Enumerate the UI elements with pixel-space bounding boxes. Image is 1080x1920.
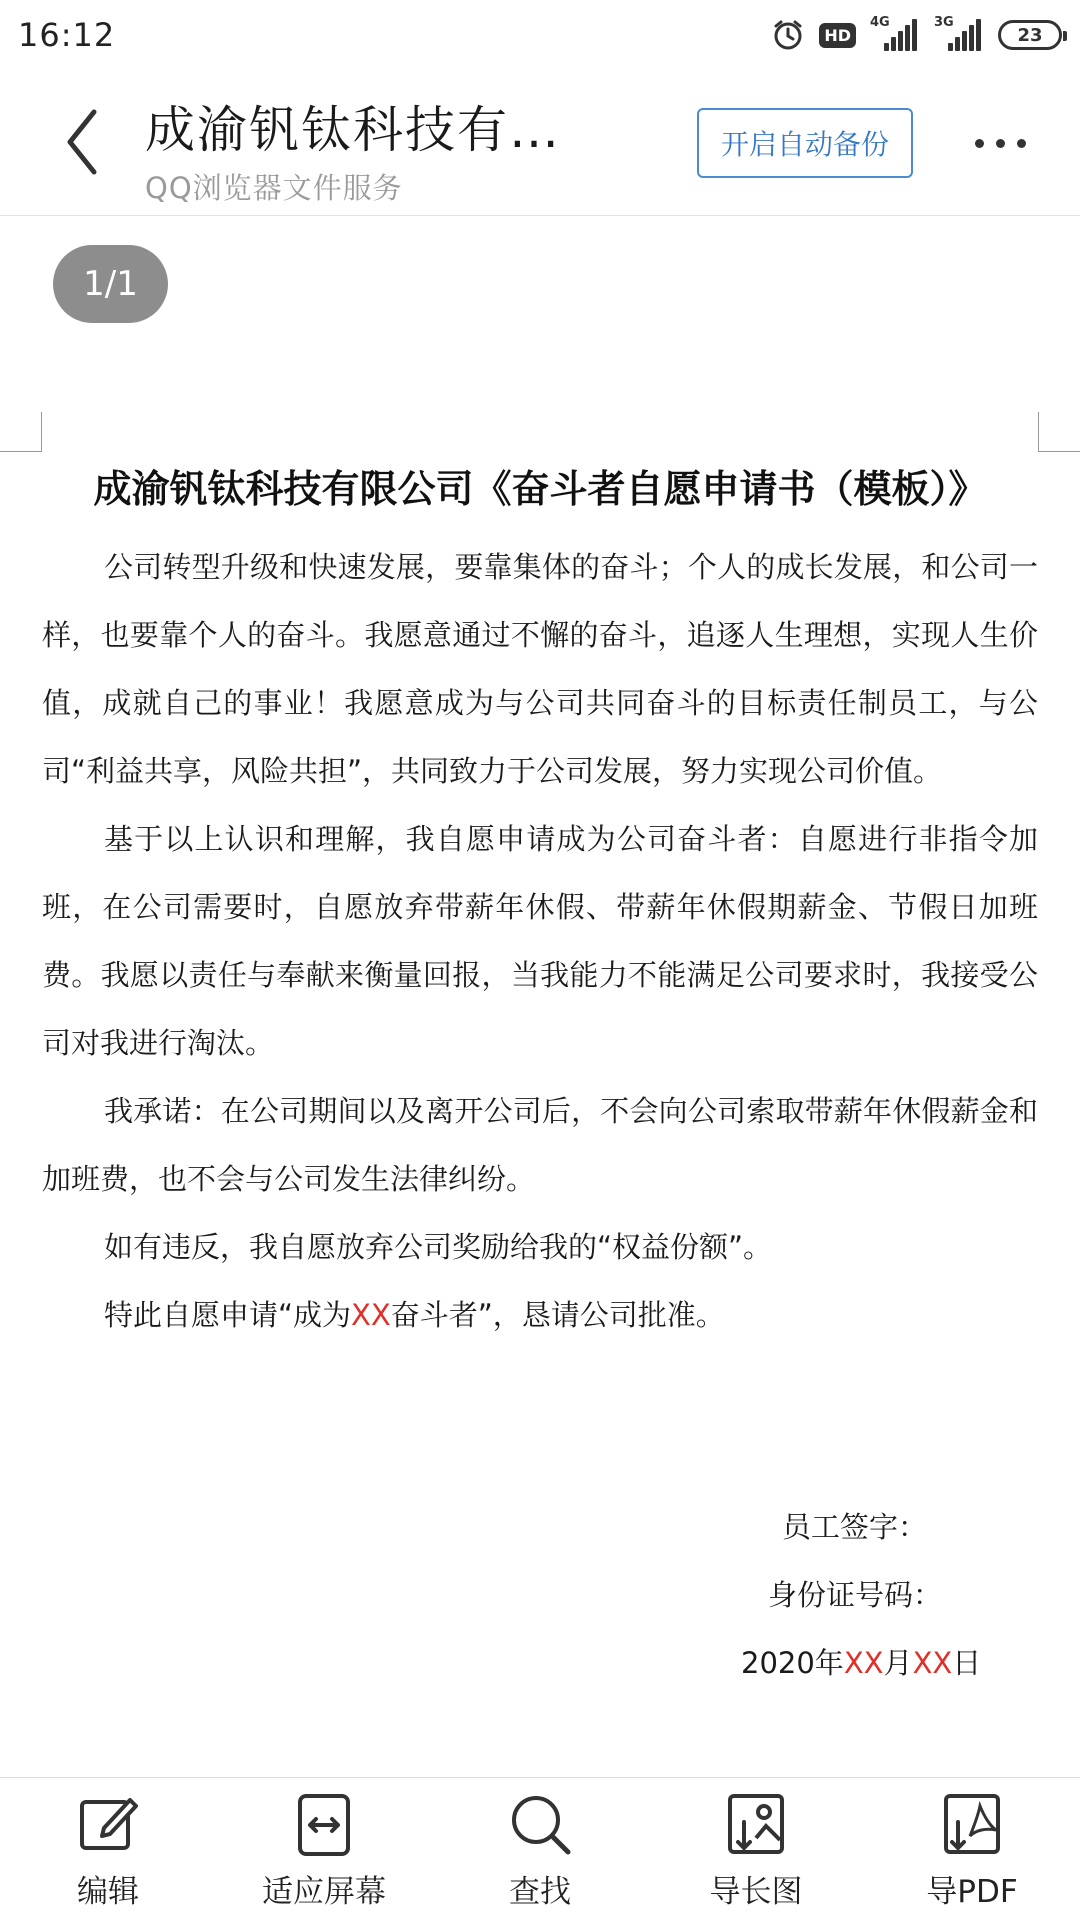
employee-signature-label: 员工签字： (782, 1510, 928, 1544)
battery-level: 23 (1017, 24, 1043, 46)
bottom-toolbar (0, 1777, 1080, 1920)
paragraph-3: 我承诺：在公司期间以及离开公司后，不会向公司索取带薪年休假薪金和加班费，也不会与公司发生法律纠纷。 (42, 1094, 1038, 1196)
status-icons (771, 15, 1062, 52)
hd-badge: HD (819, 23, 856, 48)
id-number-label: 身份证号码： (768, 1578, 943, 1612)
edit-button[interactable]: 编辑 (8, 1778, 208, 1920)
file-title: 成渝钒钛科技有… (145, 101, 561, 159)
search-icon (508, 1792, 572, 1856)
pdf-export-icon (940, 1792, 1004, 1856)
file-subtitle: QQ浏览器文件服务 (145, 171, 403, 205)
crop-mark-left (0, 412, 42, 452)
status-time: 16:12 (18, 16, 116, 54)
alarm-icon (771, 18, 805, 52)
battery-icon (998, 20, 1062, 50)
date-line: 2020年XX月XX日 (741, 1646, 982, 1680)
auto-backup-button[interactable]: 开启自动备份 (697, 108, 913, 178)
page-indicator: 1/1 (53, 245, 168, 323)
status-bar (0, 0, 1080, 70)
edit-icon (76, 1792, 140, 1856)
document-page (42, 455, 1038, 1349)
signal-3g-icon: 3G (934, 19, 984, 51)
find-button[interactable]: 查找 (440, 1778, 640, 1920)
paragraph-2: 基于以上认识和理解，我自愿申请成为公司奋斗者：自愿进行非指令加班，在公司需要时，自愿放弃带薪年休假、带薪年休假期薪金、节假日加班费。我愿以责任与奉献来衡量回报，当我能力不能满足公司要求时，我接受公司对我进行淘汰。 (42, 822, 1038, 1060)
title-block (145, 90, 561, 207)
chevron-left-icon (50, 102, 130, 182)
paragraph-4: 如有违反，我自愿放弃公司奖励给我的“权益份额”。 (104, 1230, 773, 1264)
paragraph-1: 公司转型升级和快速发展，要靠集体的奋斗；个人的成长发展，和公司一样，也要靠个人的奋斗。我愿意通过不懈的奋斗，追逐人生理想，实现人生价值，成就自己的事业！我愿意成为与公司共同奋斗的目标责任制员工，与公司“利益共享，风险共担”，共同致力于公司发展，努力实现公司价值。 (42, 550, 1038, 788)
export-long-image-button[interactable]: 导长图 (656, 1778, 856, 1920)
app-header (0, 70, 1080, 216)
paragraph-5: 特此自愿申请“成为XX奋斗者”，恳请公司批准。 (104, 1298, 725, 1332)
fit-screen-button[interactable]: 适应屏幕 (224, 1778, 424, 1920)
signal-4g-icon: 4G (870, 19, 920, 51)
more-icon (975, 139, 984, 148)
back-button[interactable] (50, 102, 130, 182)
document-heading: 成渝钒钛科技有限公司《奋斗者自愿申请书（模板）》 (93, 467, 987, 511)
fit-screen-icon (292, 1792, 356, 1856)
crop-mark-right (1038, 412, 1080, 452)
image-export-icon (724, 1792, 788, 1856)
more-menu-button[interactable] (960, 118, 1040, 168)
placeholder-text: XX (351, 1298, 391, 1332)
export-pdf-button[interactable]: 导PDF (872, 1778, 1072, 1920)
